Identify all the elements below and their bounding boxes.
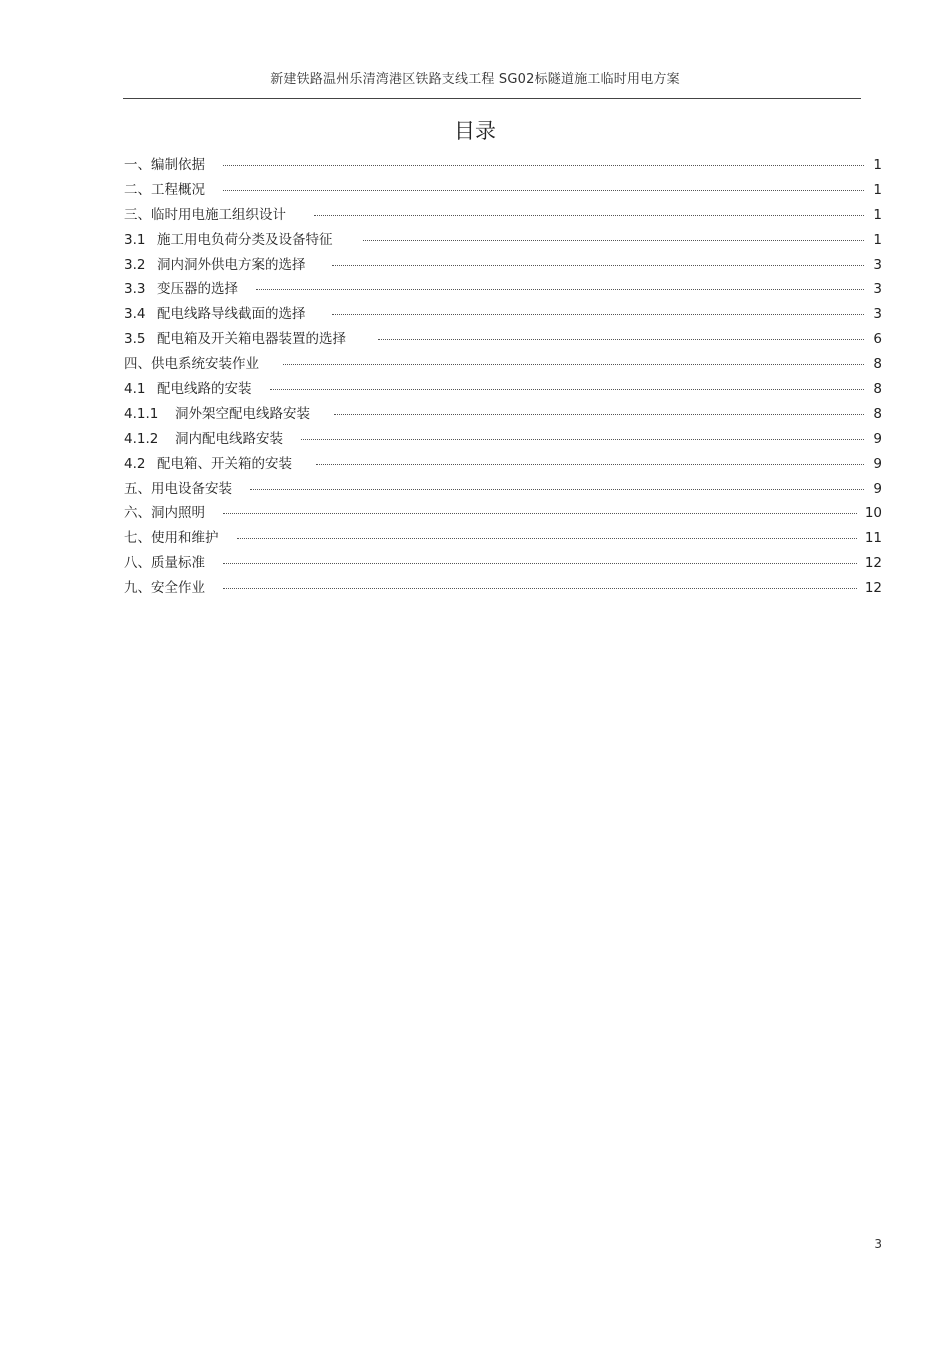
toc-entry[interactable] <box>124 526 882 551</box>
toc-entry-number: 4.1.1 <box>124 405 159 422</box>
toc-entry-page: 3 <box>873 281 882 298</box>
toc-entry-text: 洞内洞外供电方案的选择 <box>157 256 306 273</box>
toc-entry[interactable] <box>124 228 882 253</box>
page-number: 3 <box>874 1237 882 1251</box>
toc-entry[interactable] <box>124 178 882 203</box>
toc-dot-leader <box>223 165 864 166</box>
toc-entry-number: 3.3 <box>124 281 146 298</box>
table-of-contents <box>124 153 882 601</box>
toc-entry-page: 8 <box>873 381 882 398</box>
toc-entry-number: 4.1.2 <box>124 430 159 447</box>
toc-entry-number: 3.4 <box>124 306 146 323</box>
toc-entry-text: 八、质量标准 <box>124 555 205 572</box>
toc-entry-text: 九、安全作业 <box>124 580 205 597</box>
toc-entry-text: 五、用电设备安装 <box>124 480 232 497</box>
toc-entry-text: 六、洞内照明 <box>124 505 205 522</box>
toc-entry-page: 1 <box>873 231 882 248</box>
toc-dot-leader <box>223 588 857 589</box>
toc-entry-text: 一、编制依据 <box>124 157 205 173</box>
toc-entry-page: 6 <box>873 331 882 348</box>
toc-entry-page: 1 <box>873 206 882 223</box>
toc-dot-leader <box>314 215 864 216</box>
toc-entry-text: 配电线路导线截面的选择 <box>157 306 306 323</box>
toc-entry-number: 4.1 <box>124 381 146 398</box>
toc-entry-page: 11 <box>864 530 882 547</box>
toc-entry-text: 配电箱及开关箱电器装置的选择 <box>157 331 346 348</box>
toc-entry-page: 9 <box>873 455 882 472</box>
toc-entry[interactable] <box>124 153 882 178</box>
toc-entry[interactable] <box>124 501 882 526</box>
toc-entry-page: 3 <box>873 306 882 323</box>
toc-entry-number: 3.1 <box>124 231 146 248</box>
toc-dot-leader <box>270 389 865 390</box>
header-rule <box>123 98 861 99</box>
toc-entry-page: 8 <box>873 405 882 422</box>
toc-entry[interactable] <box>124 452 882 477</box>
toc-entry-text: 七、使用和维护 <box>124 530 219 547</box>
toc-entry-text: 洞内配电线路安装 <box>175 430 283 447</box>
toc-dot-leader <box>332 314 865 315</box>
toc-dot-leader <box>334 414 864 415</box>
toc-dot-leader <box>332 265 865 266</box>
toc-entry-page: 8 <box>873 356 882 373</box>
toc-entry-text: 洞外架空配电线路安装 <box>175 405 310 422</box>
toc-entry[interactable] <box>124 203 882 228</box>
toc-title: 目录 <box>454 119 496 143</box>
toc-dot-leader <box>363 240 865 241</box>
toc-entry[interactable] <box>124 576 882 601</box>
toc-entry-text: 三、临时用电施工组织设计 <box>124 206 286 223</box>
toc-entry[interactable] <box>124 377 882 402</box>
toc-entry-text: 二、工程概况 <box>124 181 205 198</box>
toc-dot-leader <box>256 289 864 290</box>
toc-entry-page: 3 <box>873 256 882 273</box>
toc-dot-leader <box>223 190 864 191</box>
toc-entry-page: 12 <box>864 580 882 597</box>
toc-entry-text: 配电箱、开关箱的安装 <box>157 455 292 472</box>
toc-entry-text: 变压器的选择 <box>157 281 238 298</box>
toc-entry-number: 4.2 <box>124 455 146 472</box>
toc-entry-text: 施工用电负荷分类及设备特征 <box>157 231 333 248</box>
toc-entry-number: 3.5 <box>124 331 146 348</box>
toc-entry-page: 1 <box>873 181 882 198</box>
running-header: 新建铁路温州乐清湾港区铁路支线工程 SG02标隧道施工临时用电方案 <box>270 72 680 87</box>
toc-entry[interactable] <box>124 277 882 302</box>
toc-entry-page: 1 <box>873 157 882 173</box>
toc-entry[interactable] <box>124 327 882 352</box>
toc-entry[interactable] <box>124 302 882 327</box>
toc-entry-page: 9 <box>873 430 882 447</box>
toc-dot-leader <box>237 538 857 539</box>
toc-entry-page: 12 <box>864 555 882 572</box>
toc-entry-number: 3.2 <box>124 256 146 273</box>
toc-dot-leader <box>223 513 857 514</box>
toc-dot-leader <box>223 563 857 564</box>
toc-dot-leader <box>283 364 864 365</box>
toc-dot-leader <box>316 464 864 465</box>
toc-entry[interactable] <box>124 551 882 576</box>
toc-dot-leader <box>250 489 864 490</box>
toc-dot-leader <box>301 439 864 440</box>
toc-entry[interactable] <box>124 352 882 377</box>
toc-entry-text: 四、供电系统安装作业 <box>124 356 259 373</box>
toc-dot-leader <box>378 339 864 340</box>
toc-entry-page: 9 <box>873 480 882 497</box>
toc-entry-text: 配电线路的安装 <box>157 381 252 398</box>
toc-entry[interactable] <box>124 402 882 427</box>
toc-entry-page: 10 <box>864 505 882 522</box>
toc-entry[interactable] <box>124 477 882 502</box>
toc-entry[interactable] <box>124 253 882 278</box>
toc-entry[interactable] <box>124 427 882 452</box>
